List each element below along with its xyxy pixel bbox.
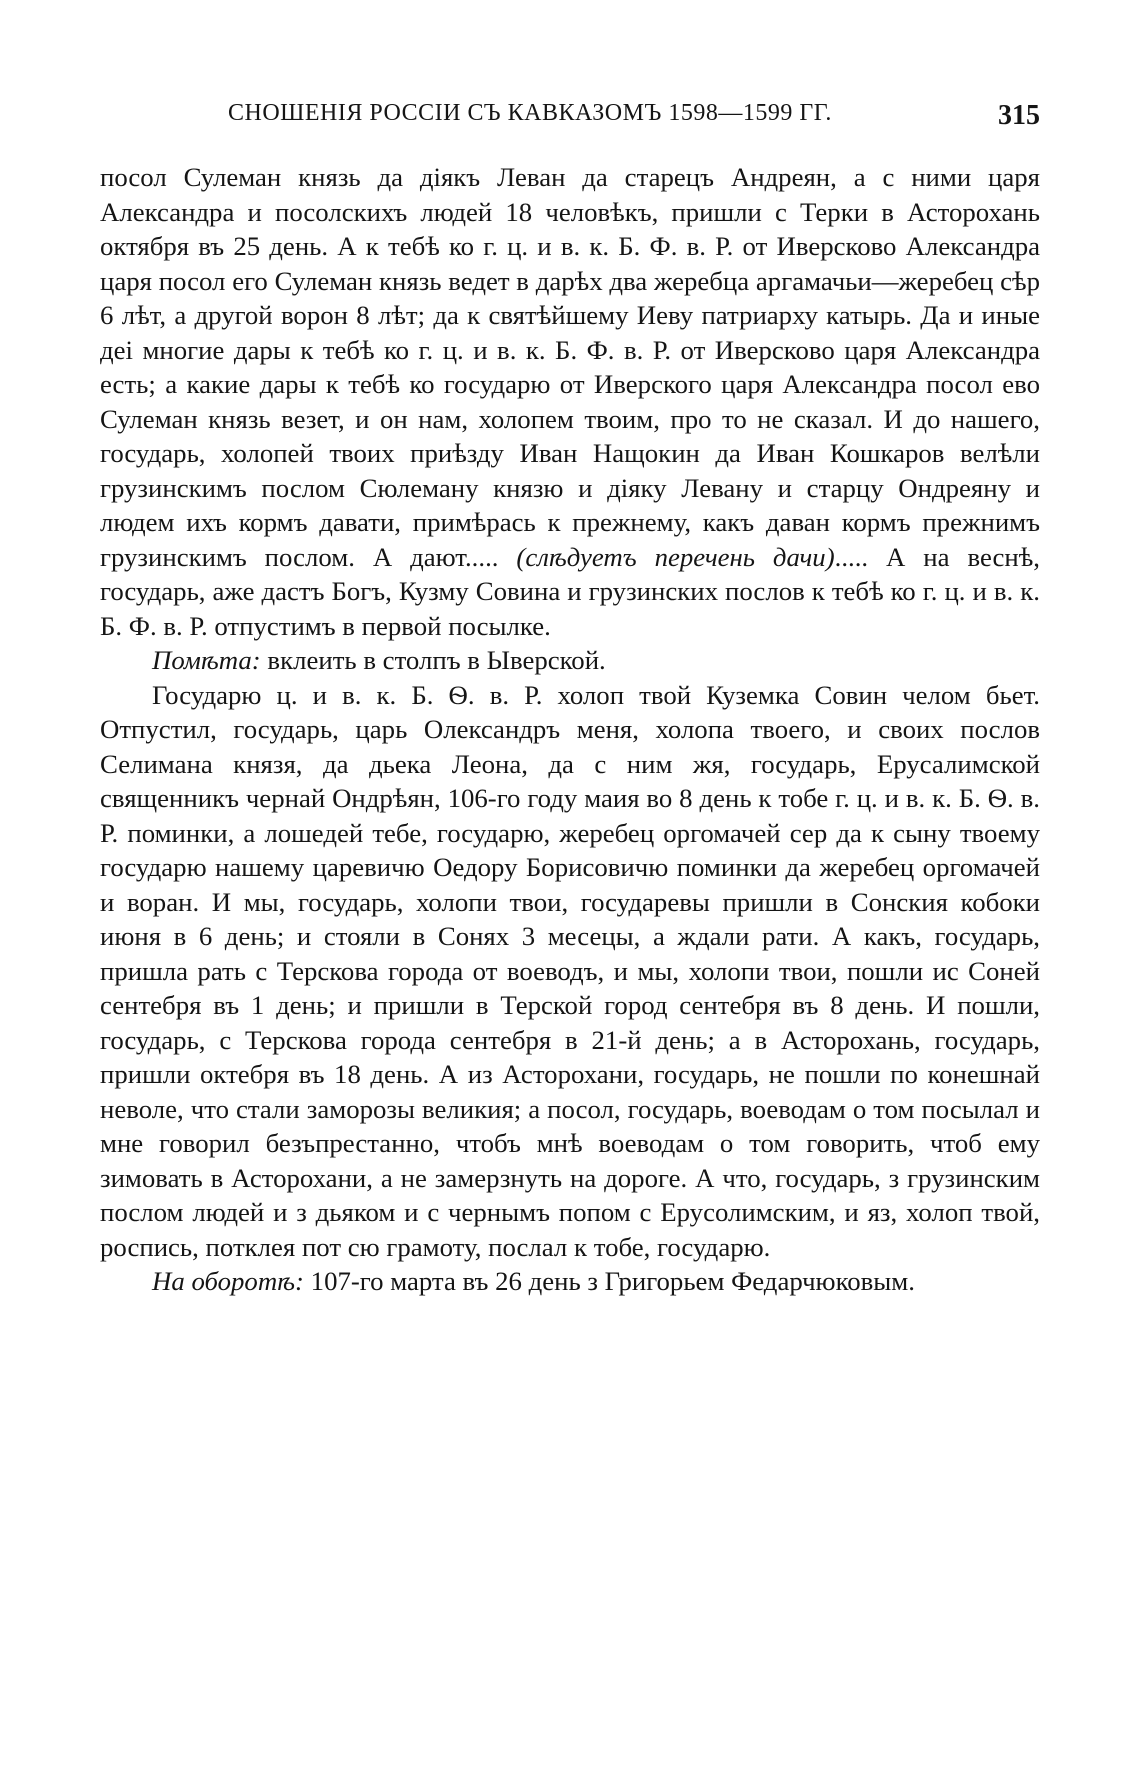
note-text: 107-го марта въ 26 день з Григорьем Федарчюковым. (310, 1266, 915, 1296)
note-text: вклеить в столпъ в Ыверской. (267, 645, 606, 675)
paragraph-letter-1 (100, 160, 1040, 643)
page-header (100, 100, 1040, 144)
note-label: На оборотѣ: (152, 1266, 304, 1296)
paragraph-note-2 (100, 1264, 1040, 1299)
paragraph-note-1 (100, 643, 1040, 678)
note-label: Помѣта: (152, 645, 261, 675)
paragraph-text: ..... А на веснѣ, государь, аже дастъ Богъ, Кузму Совина и грузинских послов к тебѣ ко г. ц. и в. к. Б. Ф. в. Р. отпустимъ в первой посылке. (100, 541, 1040, 641)
body-text (100, 160, 1040, 1299)
page-number: 315 (998, 100, 1040, 131)
running-title: СНОШЕНІЯ РОССІИ СЪ КАВКАЗОМЪ 1598—1599 ГГ. (228, 100, 832, 126)
paragraph-text: посол Сулеман князь да діякъ Леван да старецъ Андреян, а с ними царя Александра и посолскихъ людей 18 человѣкъ, пришли с Терки в Асторохань октября въ 25 день. А к тебѣ ко г. ц. и в. к. Б. Ф. в. Р. от Иверсково Александра царя посол его Сулеман князь ведет в дарѣх два жеребца аргамачьи—жеребец сѣр 6 лѣт, а другой ворон 8 лѣт; да к святѣйшему Иеву патриарху катырь. Да и иные деі многие дары к тебѣ ко г. ц. и в. к. Б. Ф. в. Р. от Иверсково царя Александра есть; а какие дары к тебѣ ко государю от Иверского царя Александра посол ево Сулеман князь везет, и он нам, холопем твоим, про то не сказал. И до нашего, государь, холопей твоих приѣзду Иван Нащокин да Иван Кошкаров велѣли грузинскимъ послом Сюлеману князю и діяку Левану и старцу Ондреяну и людем ихъ кормъ давати, примѣрась к прежнему, какъ даван кормъ прежнимъ грузинскимъ послом. А дают..... (100, 162, 1040, 572)
editorial-aside: (слѣдуетъ перечень дачи) (516, 541, 835, 572)
paragraph-letter-2: Государю ц. и в. к. Б. Ѳ. в. Р. холоп твой Куземка Совин челом бьет. Отпустил, государь, царь Олександръ меня, холопа твоего, и своих послов Селимана князя, да дьека Леона, да с ним жя, государь, Ерусалимской священникъ чернай Ондрѣян, 106-го году маия во 8 день к тобе г. ц. и в. к. Б. Ѳ. в. Р. поминки, а лошедей тебе, государю, жеребец оргомачей сер да к сыну твоему государю нашему царевичю Оедору Борисовичю поминки да жеребец оргомачей и воран. И мы, государь, холопи твои, государевы пришли в Сонския кобоки июня в 6 день; и стояли в Сонях 3 месецы, а ждали рати. А какъ, государь, пришла рать с Терскова города от воеводъ, и мы, холопи твои, пошли ис Соней сентебря въ 1 день; и пришли в Терской город сентебря въ 8 день. И пошли, государь, с Терскова города сентебря в 21-й день; а в Асторохань, государь, пришли октебря въ 18 день. А из Асторохани, государь, не пошли по конешнай неволе, что стали заморозы великия; а посол, государь, воеводам о том посылал и мне говорил безъпрестанно, чтобъ мнѣ воеводам о том говорить, чтоб ему зимовать в Асторохани, а не замерзнуть на дороге. А что, государь, з грузинским послом людей и з дьяком и с чернымъ попом с Ерусолимским, и яз, холоп твой, роспись, потклея пот сю грамоту, послал к тобе, государю. (100, 679, 1040, 1262)
